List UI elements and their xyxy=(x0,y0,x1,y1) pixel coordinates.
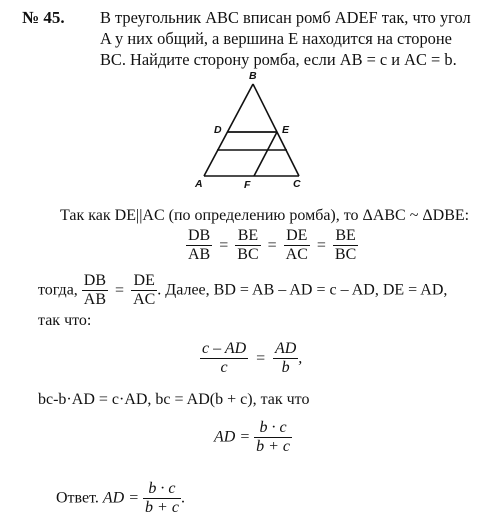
ad-equation: AD = $\frac{b \cdot c}{b + c}$ xyxy=(214,419,291,456)
then-line: тогда, $\frac{DB}{AB}$ = $\frac{DE}{AC}$ . Далее, BD = AB – AD = c – AD, DE = AD, xyxy=(38,272,448,309)
frac-bc-over-b-plus-c: $\frac{b \cdot c}{b + c}$ xyxy=(256,419,291,456)
vertex-label-e: E xyxy=(282,124,290,136)
segment-EF xyxy=(254,132,277,176)
vertex-label-d: D xyxy=(214,124,222,136)
statement-line-2: A у них общий, а вершина E находится на стороне xyxy=(100,29,452,48)
then-ratio-db-ab: $\frac{DB}{AB}$ xyxy=(83,272,107,309)
equation-c-ad: $\frac{c - AD}{c}$ = $\frac{AD}{b}$ , xyxy=(202,340,303,377)
vertex-label-f: F xyxy=(244,179,251,191)
similarity-ratios: $\frac{DB}{AB}$ = $\frac{BE}{BC}$ = $\frac{DE}{AC}$ = $\frac{BE}{BC}$ xyxy=(188,227,357,264)
statement-line-3: BC. Найдите сторону ромба, если AB = c и AC = b. xyxy=(100,50,457,69)
triangle-diagram xyxy=(190,68,315,196)
statement-line-1: В треугольник ABC вписан ромб ADEF так, что угол xyxy=(100,8,471,27)
ratio-db-ab: $\frac{DB}{AB}$ xyxy=(188,227,211,264)
frac-c-minus-ad: $\frac{c - AD}{c}$ xyxy=(202,340,247,377)
so-line: так что: xyxy=(38,312,92,329)
then-ratio-de-ac: $\frac{DE}{AC}$ xyxy=(133,272,156,309)
frac-ad-b: $\frac{AD}{b}$ xyxy=(274,340,297,377)
answer-fraction: $\frac{b \cdot c}{b + c}$ xyxy=(145,480,179,517)
side-AB xyxy=(204,84,253,176)
problem-number: № 45. xyxy=(22,8,65,27)
ratio-de-ac: $\frac{DE}{AC}$ xyxy=(285,227,308,264)
ratio-be-bc: $\frac{BE}{BC}$ xyxy=(237,227,259,264)
vertex-label-b: B xyxy=(249,70,257,82)
line-bc: bc-b·AD = c·AD, bc = AD(b + c), так что xyxy=(38,391,310,408)
answer-line: Ответ. AD = $\frac{b \cdot c}{b + c}$ . xyxy=(56,480,185,517)
solution-line-1: Так как DE||AC (по определению ромба), то ΔABC ~ ΔDBE: xyxy=(60,207,470,224)
rhombus-triangle-figure xyxy=(190,68,315,196)
vertex-label-c: C xyxy=(293,178,301,190)
vertex-label-a: A xyxy=(195,178,203,190)
ratio-be-bc-2: $\frac{BE}{BC}$ xyxy=(334,227,357,264)
side-BC xyxy=(253,84,299,176)
